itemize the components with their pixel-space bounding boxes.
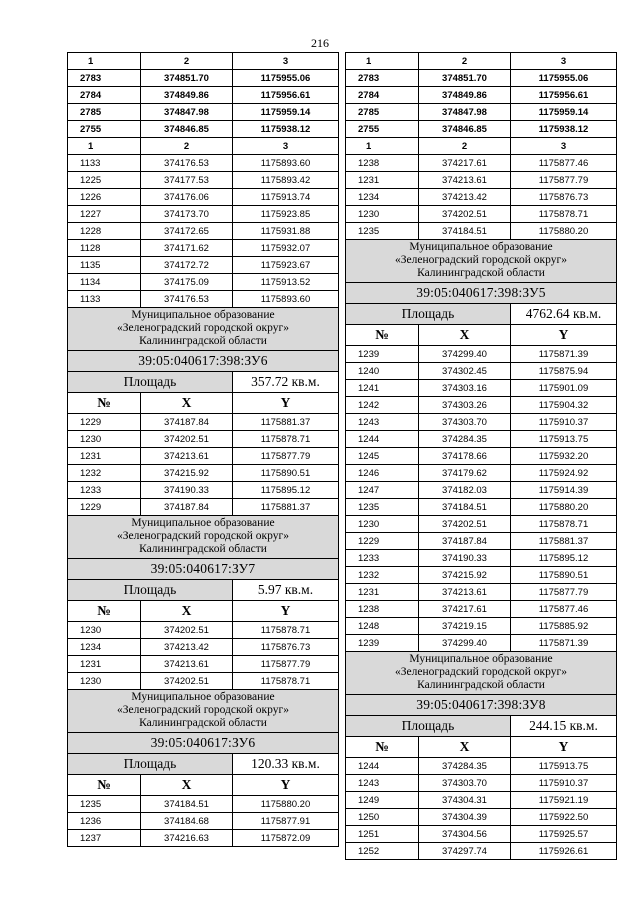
left-section-1: [68, 308, 339, 414]
xy-header-row: № X Y: [346, 737, 617, 758]
y-coordinate: 1175877.91: [233, 813, 339, 830]
table-row: [68, 465, 339, 482]
x-coordinate: 374179.62: [419, 465, 511, 482]
cadastral-number: 39:05:040617:398:ЗУ5: [346, 283, 617, 304]
y-coordinate: 1175956.61: [233, 87, 339, 104]
table-row: [68, 172, 339, 189]
municipality-caption: Муниципальное образование «Зеленоградский городской округ» Калининградской области: [68, 516, 339, 559]
left-rows-a: [68, 155, 339, 308]
table-row: [346, 104, 617, 121]
point-number: 1231: [346, 172, 419, 189]
table-row: [68, 121, 339, 138]
table-row: [68, 656, 339, 673]
x-coordinate: 374304.39: [419, 809, 511, 826]
table-row: [346, 87, 617, 104]
table-row: [68, 291, 339, 308]
point-number: 1233: [68, 482, 141, 499]
y-coordinate: 1175922.50: [511, 809, 617, 826]
column-number-header: 1 2 3: [346, 53, 617, 70]
x-coordinate: 374303.26: [419, 397, 511, 414]
y-coordinate: 1175880.20: [511, 499, 617, 516]
x-coordinate: 374846.85: [141, 121, 233, 138]
table-row: [68, 206, 339, 223]
x-coordinate: 374184.51: [419, 223, 511, 240]
table-row: [346, 792, 617, 809]
point-number: 2784: [68, 87, 141, 104]
table-row: [346, 775, 617, 792]
point-number: 2785: [68, 104, 141, 121]
table-row: [346, 70, 617, 87]
point-number: 1238: [346, 601, 419, 618]
table-row: [346, 635, 617, 652]
right-section-2: [346, 652, 617, 758]
point-number: 1230: [68, 431, 141, 448]
point-number: 1239: [346, 346, 419, 363]
point-number: 1249: [346, 792, 419, 809]
y-coordinate: 1175959.14: [511, 104, 617, 121]
y-coordinate: 1175877.79: [233, 656, 339, 673]
point-number: 1244: [346, 758, 419, 775]
table-row: [68, 448, 339, 465]
x-coordinate: 374303.70: [419, 414, 511, 431]
y-coordinate: 1175901.09: [511, 380, 617, 397]
table-row: [346, 155, 617, 172]
y-coordinate: 1175877.79: [511, 584, 617, 601]
point-number: 1247: [346, 482, 419, 499]
y-coordinate: 1175878.71: [233, 673, 339, 690]
x-coordinate: 374202.51: [141, 622, 233, 639]
y-coordinate: 1175872.09: [233, 830, 339, 847]
municipality-caption: Муниципальное образование «Зеленоградский городской округ» Калининградской области: [68, 690, 339, 733]
x-coordinate: 374172.65: [141, 223, 233, 240]
y-coordinate: 1175877.79: [511, 172, 617, 189]
xy-header-row: № X Y: [68, 775, 339, 796]
point-number: 1240: [346, 363, 419, 380]
x-coordinate: 374171.62: [141, 240, 233, 257]
point-number: 1227: [68, 206, 141, 223]
point-number: 1229: [346, 533, 419, 550]
point-number: 2783: [346, 70, 419, 87]
left-top-rows: [68, 70, 339, 138]
point-number: 2784: [346, 87, 419, 104]
point-number: 1248: [346, 618, 419, 635]
point-number: 1242: [346, 397, 419, 414]
y-coordinate: 1175871.39: [511, 346, 617, 363]
area-row: [68, 754, 339, 775]
area-row: [346, 716, 617, 737]
point-number: 1251: [346, 826, 419, 843]
point-number: 1225: [68, 172, 141, 189]
municipality-caption: Муниципальное образование «Зеленоградский городской округ» Калининградской области: [346, 240, 617, 283]
y-coordinate: 1175926.61: [511, 843, 617, 860]
x-coordinate: 374213.61: [141, 656, 233, 673]
table-row: [346, 567, 617, 584]
area-label: Площадь: [68, 754, 233, 775]
cadastral-number: 39:05:040617:ЗУ6: [68, 733, 339, 754]
x-coordinate: 374178.66: [419, 448, 511, 465]
municipality-caption: Муниципальное образование «Зеленоградский городской округ» Калининградской области: [346, 652, 617, 695]
table-row: [68, 70, 339, 87]
table-row: [68, 431, 339, 448]
point-number: 1229: [68, 414, 141, 431]
x-coordinate: 374849.86: [141, 87, 233, 104]
x-coordinate: 374184.51: [141, 796, 233, 813]
y-coordinate: 1175890.51: [233, 465, 339, 482]
point-number: 1134: [68, 274, 141, 291]
point-number: 1229: [68, 499, 141, 516]
y-coordinate: 1175921.19: [511, 792, 617, 809]
table-row: [68, 189, 339, 206]
table-row: [68, 223, 339, 240]
x-coordinate: 374184.51: [419, 499, 511, 516]
point-number: 1133: [68, 155, 141, 172]
y-coordinate: 1175913.52: [233, 274, 339, 291]
y-coordinate: 1175885.92: [511, 618, 617, 635]
x-coordinate: 374847.98: [141, 104, 233, 121]
x-coordinate: 374182.03: [419, 482, 511, 499]
area-label: Площадь: [68, 372, 233, 393]
area-row: [68, 372, 339, 393]
right-top-rows: [346, 70, 617, 138]
page-number: 216: [311, 36, 329, 50]
table-row: [346, 121, 617, 138]
xy-header-row: № X Y: [68, 601, 339, 622]
table-row: [346, 499, 617, 516]
x-coordinate: 374187.84: [141, 414, 233, 431]
y-coordinate: 1175893.60: [233, 291, 339, 308]
x-coordinate: 374303.16: [419, 380, 511, 397]
table-row: [346, 533, 617, 550]
point-number: 2755: [68, 121, 141, 138]
x-coordinate: 374213.42: [419, 189, 511, 206]
point-number: 1245: [346, 448, 419, 465]
point-number: 2785: [346, 104, 419, 121]
point-number: 1230: [68, 673, 141, 690]
table-row: [68, 482, 339, 499]
cadastral-number-row: [346, 283, 617, 304]
y-coordinate: 1175914.39: [511, 482, 617, 499]
area-row: [346, 304, 617, 325]
table-row: [346, 550, 617, 567]
cadastral-number: 39:05:040617:398:ЗУ8: [346, 695, 617, 716]
table-row: [346, 758, 617, 775]
point-number: 1230: [68, 622, 141, 639]
point-number: 1232: [68, 465, 141, 482]
point-number: 1235: [346, 223, 419, 240]
right-rows-a: [346, 155, 617, 240]
y-coordinate: 1175877.46: [511, 601, 617, 618]
point-number: 1243: [346, 775, 419, 792]
point-number: 1250: [346, 809, 419, 826]
y-coordinate: 1175881.37: [233, 414, 339, 431]
y-coordinate: 1175923.85: [233, 206, 339, 223]
y-coordinate: 1175880.20: [511, 223, 617, 240]
y-coordinate: 1175880.20: [233, 796, 339, 813]
table-row: [346, 482, 617, 499]
x-coordinate: 374190.33: [141, 482, 233, 499]
x-coordinate: 374302.45: [419, 363, 511, 380]
table-row: [68, 155, 339, 172]
table-row: [68, 639, 339, 656]
table-row: [346, 346, 617, 363]
point-number: 1246: [346, 465, 419, 482]
table-row: [346, 431, 617, 448]
cadastral-number: 39:05:040617:ЗУ7: [68, 559, 339, 580]
y-coordinate: 1175876.73: [233, 639, 339, 656]
right-coordinates-table: [345, 52, 602, 860]
x-coordinate: 374299.40: [419, 346, 511, 363]
point-number: 1228: [68, 223, 141, 240]
x-coordinate: 374187.84: [419, 533, 511, 550]
area-label: Площадь: [346, 304, 511, 325]
x-coordinate: 374847.98: [419, 104, 511, 121]
table-row: [346, 584, 617, 601]
point-number: 1231: [346, 584, 419, 601]
area-value: 244.15 кв.м.: [511, 716, 617, 737]
x-coordinate: 374216.63: [141, 830, 233, 847]
table-row: [346, 380, 617, 397]
x-coordinate: 374176.06: [141, 189, 233, 206]
table-row: [346, 809, 617, 826]
x-coordinate: 374846.85: [419, 121, 511, 138]
xy-header-row: № X Y: [346, 325, 617, 346]
x-coordinate: 374202.51: [419, 516, 511, 533]
point-number: 1236: [68, 813, 141, 830]
cadastral-number-row: [68, 351, 339, 372]
table-row: [68, 813, 339, 830]
table-row: [68, 240, 339, 257]
x-coordinate: 374187.84: [141, 499, 233, 516]
table-row: [346, 223, 617, 240]
point-number: 1226: [68, 189, 141, 206]
y-coordinate: 1175881.37: [511, 533, 617, 550]
y-coordinate: 1175959.14: [233, 104, 339, 121]
x-coordinate: 374304.56: [419, 826, 511, 843]
area-row: [68, 580, 339, 601]
y-coordinate: 1175910.37: [511, 414, 617, 431]
point-number: 1237: [68, 830, 141, 847]
table-row: [68, 622, 339, 639]
left-section-2-rows: [68, 622, 339, 690]
y-coordinate: 1175904.32: [511, 397, 617, 414]
cadastral-number-row: [346, 695, 617, 716]
x-coordinate: 374202.51: [141, 431, 233, 448]
point-number: 1234: [68, 639, 141, 656]
table-row: [346, 397, 617, 414]
right-section-1: [346, 240, 617, 346]
x-coordinate: 374202.51: [141, 673, 233, 690]
left-section-1-rows: [68, 414, 339, 516]
x-coordinate: 374215.92: [419, 567, 511, 584]
point-number: 1235: [346, 499, 419, 516]
x-coordinate: 374851.70: [419, 70, 511, 87]
y-coordinate: 1175955.06: [511, 70, 617, 87]
x-coordinate: 374217.61: [419, 601, 511, 618]
table-row: [346, 206, 617, 223]
point-number: 1128: [68, 240, 141, 257]
point-number: 1133: [68, 291, 141, 308]
y-coordinate: 1175893.60: [233, 155, 339, 172]
cadastral-number-row: [68, 559, 339, 580]
x-coordinate: 374297.74: [419, 843, 511, 860]
table-row: [68, 414, 339, 431]
area-label: Площадь: [68, 580, 233, 601]
point-number: 1252: [346, 843, 419, 860]
area-value: 120.33 кв.м.: [233, 754, 339, 775]
x-coordinate: 374213.61: [419, 172, 511, 189]
table-row: [68, 274, 339, 291]
table-row: [346, 189, 617, 206]
x-coordinate: 374172.72: [141, 257, 233, 274]
point-number: 1231: [68, 448, 141, 465]
y-coordinate: 1175938.12: [511, 121, 617, 138]
table-row: [68, 830, 339, 847]
x-coordinate: 374299.40: [419, 635, 511, 652]
y-coordinate: 1175925.57: [511, 826, 617, 843]
x-coordinate: 374215.92: [141, 465, 233, 482]
x-coordinate: 374213.61: [419, 584, 511, 601]
area-value: 4762.64 кв.м.: [511, 304, 617, 325]
x-coordinate: 374184.68: [141, 813, 233, 830]
municipality-caption: Муниципальное образование «Зеленоградский городской округ» Калининградской области: [68, 308, 339, 351]
x-coordinate: 374175.09: [141, 274, 233, 291]
table-row: [346, 601, 617, 618]
table-row: [346, 448, 617, 465]
point-number: 1239: [346, 635, 419, 652]
left-section-3: [68, 690, 339, 796]
y-coordinate: 1175895.12: [511, 550, 617, 567]
x-coordinate: 374173.70: [141, 206, 233, 223]
y-coordinate: 1175913.75: [511, 758, 617, 775]
table-row: [68, 673, 339, 690]
table-row: [68, 87, 339, 104]
left-section-3-rows: [68, 796, 339, 847]
y-coordinate: 1175932.20: [511, 448, 617, 465]
left-coordinates-table: [67, 52, 320, 847]
column-number-header: 1 2 3: [68, 53, 339, 70]
x-coordinate: 374176.53: [141, 155, 233, 172]
y-coordinate: 1175878.71: [511, 516, 617, 533]
point-number: 1238: [346, 155, 419, 172]
table-row: [68, 104, 339, 121]
area-label: Площадь: [346, 716, 511, 737]
point-number: 1135: [68, 257, 141, 274]
x-coordinate: 374217.61: [419, 155, 511, 172]
xy-header-row: № X Y: [68, 393, 339, 414]
point-number: 1231: [68, 656, 141, 673]
table-row: [346, 465, 617, 482]
table-row: [68, 499, 339, 516]
point-number: 2755: [346, 121, 419, 138]
table-row: [68, 257, 339, 274]
point-number: 1244: [346, 431, 419, 448]
x-coordinate: 374219.15: [419, 618, 511, 635]
x-coordinate: 374190.33: [419, 550, 511, 567]
column-number-header: 1 2 3: [68, 138, 339, 155]
x-coordinate: 374849.86: [419, 87, 511, 104]
right-section-1-rows: [346, 346, 617, 652]
x-coordinate: 374177.53: [141, 172, 233, 189]
cadastral-number-row: [68, 733, 339, 754]
y-coordinate: 1175923.67: [233, 257, 339, 274]
point-number: 1235: [68, 796, 141, 813]
column-number-header: 1 2 3: [346, 138, 617, 155]
y-coordinate: 1175893.42: [233, 172, 339, 189]
x-coordinate: 374176.53: [141, 291, 233, 308]
x-coordinate: 374213.42: [141, 639, 233, 656]
table-row: [346, 414, 617, 431]
point-number: 1241: [346, 380, 419, 397]
x-coordinate: 374284.35: [419, 431, 511, 448]
point-number: 1243: [346, 414, 419, 431]
point-number: 1234: [346, 189, 419, 206]
y-coordinate: 1175871.39: [511, 635, 617, 652]
table-row: [346, 618, 617, 635]
table-row: [346, 172, 617, 189]
y-coordinate: 1175875.94: [511, 363, 617, 380]
y-coordinate: 1175955.06: [233, 70, 339, 87]
y-coordinate: 1175876.73: [511, 189, 617, 206]
y-coordinate: 1175910.37: [511, 775, 617, 792]
y-coordinate: 1175938.12: [233, 121, 339, 138]
y-coordinate: 1175878.71: [233, 431, 339, 448]
point-number: 1230: [346, 206, 419, 223]
table-row: [68, 796, 339, 813]
y-coordinate: 1175932.07: [233, 240, 339, 257]
point-number: 1232: [346, 567, 419, 584]
y-coordinate: 1175913.75: [511, 431, 617, 448]
y-coordinate: 1175878.71: [511, 206, 617, 223]
y-coordinate: 1175877.46: [511, 155, 617, 172]
table-row: [346, 363, 617, 380]
y-coordinate: 1175895.12: [233, 482, 339, 499]
point-number: 1233: [346, 550, 419, 567]
x-coordinate: 374303.70: [419, 775, 511, 792]
point-number: 2783: [68, 70, 141, 87]
y-coordinate: 1175956.61: [511, 87, 617, 104]
table-row: [346, 843, 617, 860]
area-value: 357.72 кв.м.: [233, 372, 339, 393]
y-coordinate: 1175877.79: [233, 448, 339, 465]
x-coordinate: 374284.35: [419, 758, 511, 775]
table-row: [346, 516, 617, 533]
x-coordinate: 374851.70: [141, 70, 233, 87]
y-coordinate: 1175890.51: [511, 567, 617, 584]
table-row: [346, 826, 617, 843]
y-coordinate: 1175913.74: [233, 189, 339, 206]
y-coordinate: 1175881.37: [233, 499, 339, 516]
x-coordinate: 374202.51: [419, 206, 511, 223]
y-coordinate: 1175924.92: [511, 465, 617, 482]
cadastral-number: 39:05:040617:398:ЗУ6: [68, 351, 339, 372]
y-coordinate: 1175931.88: [233, 223, 339, 240]
area-value: 5.97 кв.м.: [233, 580, 339, 601]
x-coordinate: 374304.31: [419, 792, 511, 809]
left-section-2: [68, 516, 339, 622]
y-coordinate: 1175878.71: [233, 622, 339, 639]
right-section-2-rows: [346, 758, 617, 860]
x-coordinate: 374213.61: [141, 448, 233, 465]
point-number: 1230: [346, 516, 419, 533]
